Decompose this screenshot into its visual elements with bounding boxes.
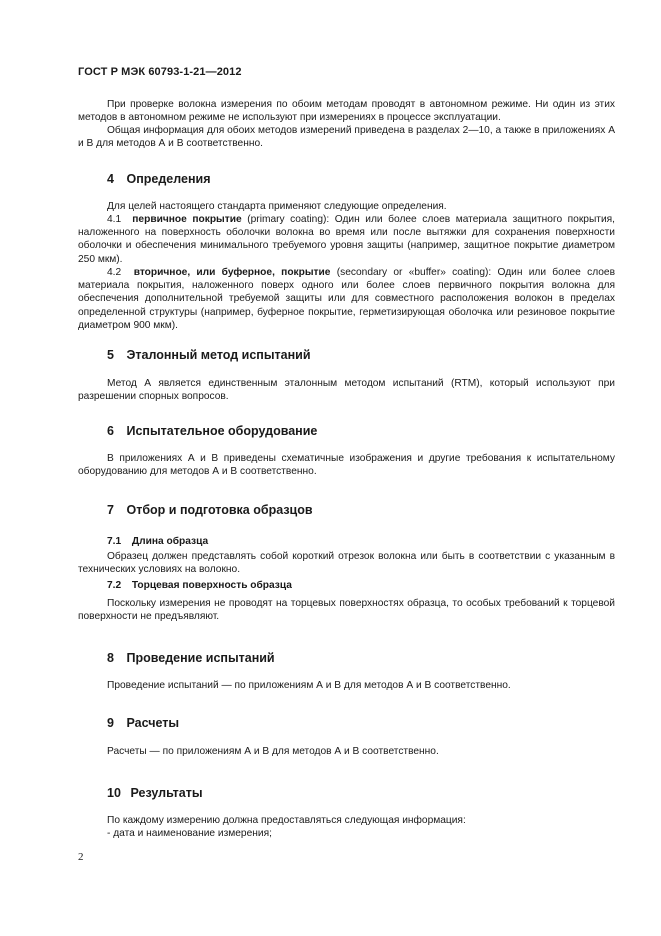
definition-number: 4.2 [107,267,122,278]
section-number: 9 [107,716,114,730]
section-title: Результаты [130,786,203,800]
section-4-heading [107,172,211,186]
subsection-title: Торцевая поверхность образца [131,580,292,591]
section-number: 7 [107,503,114,517]
section-4-lead: Для целей настоящего стандарта применяют следующие определения. [107,201,447,212]
subsection-7-2-heading [107,580,292,591]
subsection-7-2-text: Поскольку измерения не проводят на торцевых поверхностях образца, то особых требований к торцевой поверхности не предъявляют. [78,598,615,623]
section-number: 6 [107,424,114,438]
section-8-text: Проведение испытаний — по приложениям А и В для методов А и В соответственно. [107,680,511,691]
definition-term: первичное покрытие [132,214,242,225]
section-5-heading [107,348,311,362]
section-title: Испытательное оборудование [126,424,318,438]
section-number: 8 [107,651,114,665]
intro-paragraph-2: Общая информация для обоих методов измерений приведена в разделах 2—10, а также в приложениях А и В для методов А и В соответственно. [78,125,615,150]
definition-text: (secondary or «buffer» coating): Один или более слоев материала покрытия, наложенного поверх одного или более слоев первичного покрытия волокна для обеспечения дополнительной требуемой защиты или для совместного расположения волокон в пределах определенной структуры (например, буферное покрытие, герметизирующая оболочка или резиновое покрытие диаметром 900 мкм). [78,267,615,331]
section-8-heading [107,651,275,665]
section-10-text: По каждому измерению должна предоставляться следующая информация: [107,815,466,826]
section-9-heading [107,716,179,730]
page-number: 2 [78,851,84,863]
section-6-heading [107,424,317,438]
section-title: Отбор и подготовка образцов [126,503,313,517]
section-title: Расчеты [126,716,180,730]
subsection-number: 7.1 [107,536,122,547]
section-title: Проведение испытаний [126,651,275,665]
definition-4-1 [78,213,615,266]
intro-paragraph-1: При проверке волокна измерения по обоим методам проводят в автономном режиме. Ни один из этих методов в автономном режиме не используют при измерениях в процессе эксплуатации. [78,99,615,124]
subsection-7-1-text: Образец должен представлять собой короткий отрезок волокна или быть в соответствии с указанным в технических условиях на волокно. [78,551,615,576]
section-5-text: Метод А является единственным эталонным методом испытаний (RTM), который используют при разрешении спорных вопросов. [78,378,615,403]
definition-text: (primary coating): Один или более слоев материала защитного покрытия, наложенного на поверхность оболочки волокна во время или после вытяжки для сохранения поверхности оболочки и обеспечения минимального требуемого уровня защиты (например, защитное покрытие диаметром 250 мкм). [78,214,615,265]
definition-4-2 [78,266,615,332]
subsection-7-1-heading [107,536,208,547]
section-title: Определения [126,172,211,186]
section-number: 4 [107,172,114,186]
subsection-number: 7.2 [107,580,122,591]
section-6-text: В приложениях А и В приведены схематичные изображения и другие требования к испытательному оборудованию для методов А и В соответственно. [78,453,615,478]
section-7-heading [107,503,313,517]
section-number: 10 [107,786,121,800]
section-number: 5 [107,348,114,362]
section-10-heading [107,786,203,800]
section-9-text: Расчеты — по приложениям А и В для методов А и В соответственно. [107,746,439,757]
definition-term: вторичное, или буферное, покрытие [133,267,331,278]
definition-number: 4.1 [107,214,122,225]
section-title: Эталонный метод испытаний [126,348,311,362]
subsection-title: Длина образца [131,536,209,547]
list-item: - дата и наименование измерения; [107,828,272,839]
document-header: ГОСТ Р МЭК 60793-1-21—2012 [78,66,242,78]
